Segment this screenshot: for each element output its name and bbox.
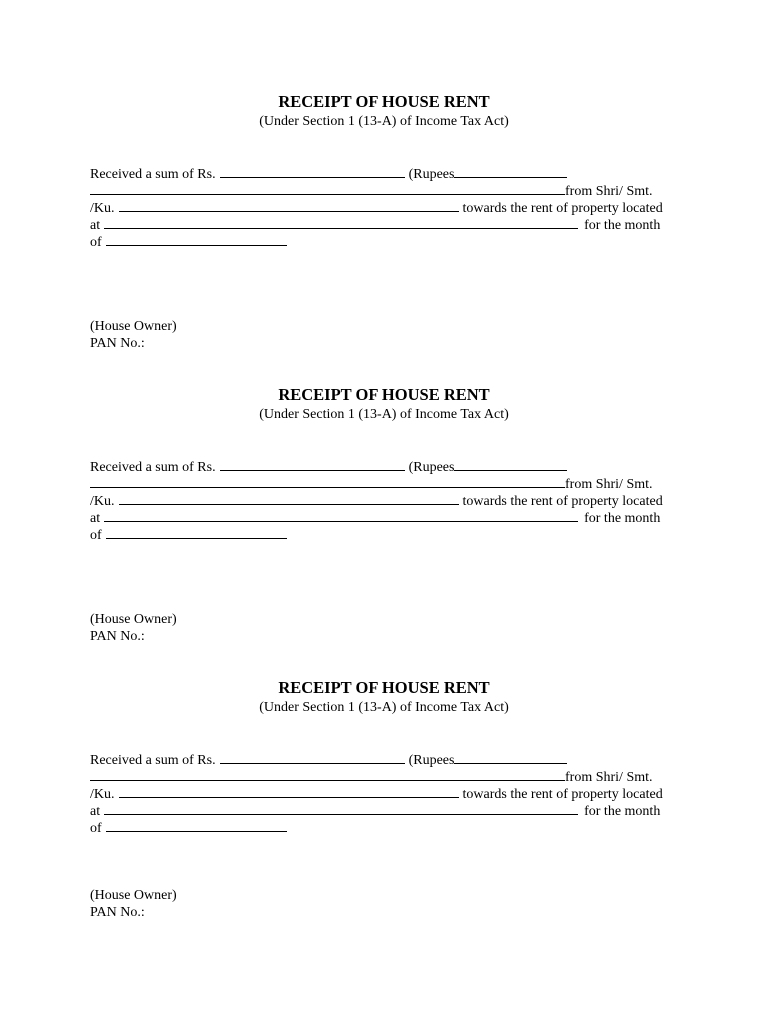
rupees-text: (Rupees bbox=[408, 167, 455, 182]
towards-text: towards the rent of property located bbox=[462, 201, 663, 216]
property-address-blank[interactable] bbox=[104, 215, 578, 229]
receipt-subtitle: (Under Section 1 (13-A) of Income Tax Act) bbox=[259, 700, 509, 715]
receipt-subtitle: (Under Section 1 (13-A) of Income Tax Act) bbox=[259, 114, 509, 129]
month-line bbox=[90, 818, 287, 837]
rupees-words-blank[interactable] bbox=[454, 457, 567, 471]
from-text: from Shri/ Smt. bbox=[565, 184, 653, 199]
receipt-title: RECEIPT OF HOUSE RENT bbox=[278, 92, 490, 111]
receipt-1 bbox=[0, 92, 768, 362]
at-text: at bbox=[90, 218, 101, 233]
pan-label: PAN No.: bbox=[90, 629, 145, 644]
rupees-words-blank[interactable] bbox=[454, 750, 567, 764]
received-text: Received a sum of Rs. bbox=[90, 753, 216, 768]
towards-text: towards the rent of property located bbox=[462, 494, 663, 509]
receipt-title: RECEIPT OF HOUSE RENT bbox=[278, 385, 490, 404]
ku-text: /Ku. bbox=[90, 201, 115, 216]
received-text: Received a sum of Rs. bbox=[90, 460, 216, 475]
from-text: from Shri/ Smt. bbox=[565, 477, 653, 492]
month-blank[interactable] bbox=[106, 525, 287, 539]
receipt-3 bbox=[0, 678, 768, 948]
of-text: of bbox=[90, 235, 102, 250]
receipt-title: RECEIPT OF HOUSE RENT bbox=[278, 678, 490, 697]
rupees-text: (Rupees bbox=[408, 753, 455, 768]
receipt-subtitle: (Under Section 1 (13-A) of Income Tax Act) bbox=[259, 407, 509, 422]
month-text: for the month bbox=[584, 511, 661, 526]
of-text: of bbox=[90, 821, 102, 836]
house-owner-label: (House Owner) bbox=[90, 888, 177, 903]
month-text: for the month bbox=[584, 218, 661, 233]
towards-text: towards the rent of property located bbox=[462, 787, 663, 802]
at-text: at bbox=[90, 804, 101, 819]
payer-name-blank[interactable] bbox=[119, 784, 459, 798]
from-text: from Shri/ Smt. bbox=[565, 770, 653, 785]
rupees-words-continued-blank[interactable] bbox=[90, 181, 565, 195]
property-address-blank[interactable] bbox=[104, 801, 578, 815]
rupees-words-blank[interactable] bbox=[454, 164, 567, 178]
amount-blank[interactable] bbox=[220, 457, 405, 471]
rupees-words-continued-blank[interactable] bbox=[90, 474, 565, 488]
month-text: for the month bbox=[584, 804, 661, 819]
rupees-words-continued-blank[interactable] bbox=[90, 767, 565, 781]
amount-blank[interactable] bbox=[220, 164, 405, 178]
house-owner-label: (House Owner) bbox=[90, 319, 177, 334]
at-text: at bbox=[90, 511, 101, 526]
pan-label: PAN No.: bbox=[90, 336, 145, 351]
month-line bbox=[90, 232, 287, 251]
property-address-blank[interactable] bbox=[104, 508, 578, 522]
month-blank[interactable] bbox=[106, 232, 287, 246]
receipt-2 bbox=[0, 385, 768, 655]
payer-name-blank[interactable] bbox=[119, 198, 459, 212]
ku-text: /Ku. bbox=[90, 494, 115, 509]
ku-text: /Ku. bbox=[90, 787, 115, 802]
received-text: Received a sum of Rs. bbox=[90, 167, 216, 182]
rupees-text: (Rupees bbox=[408, 460, 455, 475]
month-line bbox=[90, 525, 287, 544]
payer-name-blank[interactable] bbox=[119, 491, 459, 505]
pan-label: PAN No.: bbox=[90, 905, 145, 920]
month-blank[interactable] bbox=[106, 818, 287, 832]
amount-blank[interactable] bbox=[220, 750, 405, 764]
of-text: of bbox=[90, 528, 102, 543]
house-owner-label: (House Owner) bbox=[90, 612, 177, 627]
